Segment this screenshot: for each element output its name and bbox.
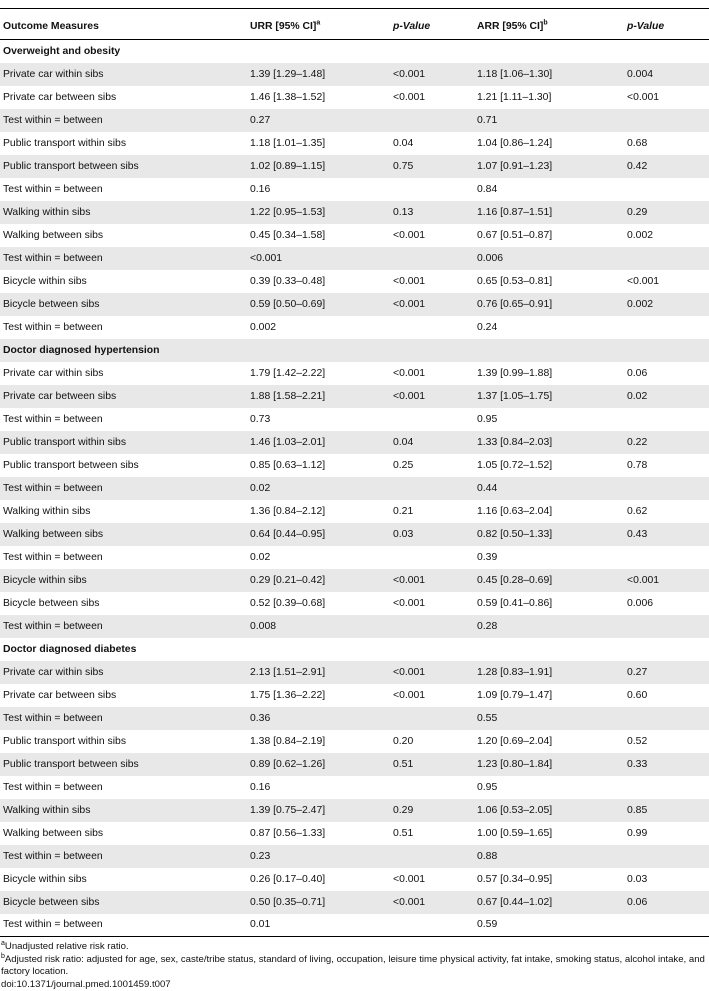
- table-cell-c3: 0.55: [474, 707, 624, 730]
- table-row: [0, 753, 709, 776]
- table-row: [0, 799, 709, 822]
- table-cell-c0: Test within = between: [0, 178, 247, 201]
- table-cell-c4: 0.03: [624, 868, 709, 891]
- table-cell-c4: 0.27: [624, 661, 709, 684]
- table-cell-c4: 0.42: [624, 155, 709, 178]
- table-cell-c0: Walking within sibs: [0, 500, 247, 523]
- table-cell-c1: 0.59 [0.50–0.69]: [247, 293, 390, 316]
- table-cell-c0: Walking between sibs: [0, 523, 247, 546]
- table-cell-c0: Test within = between: [0, 109, 247, 132]
- table-cell-c3: 1.33 [0.84–2.03]: [474, 431, 624, 454]
- table-cell-c1: 1.38 [0.84–2.19]: [247, 730, 390, 753]
- table-row: [0, 730, 709, 753]
- footnote-a: $^a$Unadjusted relative risk ratio.: [1, 941, 709, 954]
- table-cell-c3: 0.65 [0.53–0.81]: [474, 270, 624, 293]
- table-cell-c1: 0.008: [247, 615, 390, 638]
- table-cell-c2: [390, 408, 474, 431]
- table-cell-c0: Test within = between: [0, 845, 247, 868]
- table-cell-c2: 0.20: [390, 730, 474, 753]
- table-cell-c0: Walking between sibs: [0, 224, 247, 247]
- table-cell-c0: Test within = between: [0, 408, 247, 431]
- table-cell-c2: <0.001: [390, 86, 474, 109]
- table-cell-c1: 1.75 [1.36–2.22]: [247, 684, 390, 707]
- table-cell-c2: [390, 776, 474, 799]
- table-cell-c4: 0.85: [624, 799, 709, 822]
- table-cell-c0: Test within = between: [0, 546, 247, 569]
- table-row: [0, 891, 709, 914]
- table-cell-c3: 1.20 [0.69–2.04]: [474, 730, 624, 753]
- table-cell-c3: 1.18 [1.06–1.30]: [474, 63, 624, 86]
- table-cell-c1: 1.22 [0.95–1.53]: [247, 201, 390, 224]
- table-row: [0, 316, 709, 339]
- table-cell-c4: [624, 707, 709, 730]
- footnote-mark-b: b: [543, 19, 547, 26]
- header-arr: ARR [95% CI]$^b$: [474, 9, 624, 40]
- header-urr: URR [95% CI]$^a$: [247, 9, 390, 40]
- table-cell-c1: 0.87 [0.56–1.33]: [247, 822, 390, 845]
- table-cell-c0: Private car within sibs: [0, 362, 247, 385]
- section-title: Doctor diagnosed diabetes: [0, 638, 709, 661]
- table-cell-c4: [624, 477, 709, 500]
- table-cell-c0: Bicycle within sibs: [0, 868, 247, 891]
- footnote-b: $^b$Adjusted risk ratio: adjusted for age, sex, caste/tribe status, standard of living, occupation, leisure time physical activity, fat intake, smoking status, alcohol intake, and factory location.: [1, 954, 709, 979]
- table-row: [0, 454, 709, 477]
- table-cell-c0: Public transport between sibs: [0, 454, 247, 477]
- table-cell-c2: 0.75: [390, 155, 474, 178]
- table-cell-c2: [390, 109, 474, 132]
- table-row: [0, 592, 709, 615]
- table-row: [0, 684, 709, 707]
- table-cell-c1: 1.39 [0.75–2.47]: [247, 799, 390, 822]
- table-cell-c3: 1.23 [0.80–1.84]: [474, 753, 624, 776]
- table-cell-c3: 0.67 [0.51–0.87]: [474, 224, 624, 247]
- table-cell-c4: 0.004: [624, 63, 709, 86]
- table-cell-c1: 0.64 [0.44–0.95]: [247, 523, 390, 546]
- table-row: [0, 132, 709, 155]
- table-cell-c1: 0.01: [247, 914, 390, 937]
- table-cell-c4: [624, 109, 709, 132]
- table-cell-c2: <0.001: [390, 63, 474, 86]
- table-cell-c3: 0.24: [474, 316, 624, 339]
- table-cell-c1: 1.46 [1.03–2.01]: [247, 431, 390, 454]
- table-cell-c3: 1.21 [1.11–1.30]: [474, 86, 624, 109]
- table-cell-c0: Bicycle between sibs: [0, 592, 247, 615]
- table-cell-c3: 1.05 [0.72–1.52]: [474, 454, 624, 477]
- table-row: [0, 569, 709, 592]
- table-cell-c4: [624, 316, 709, 339]
- table-cell-c1: 0.85 [0.63–1.12]: [247, 454, 390, 477]
- table-cell-c2: 0.51: [390, 822, 474, 845]
- table-cell-c3: 1.16 [0.87–1.51]: [474, 201, 624, 224]
- table-cell-c2: <0.001: [390, 891, 474, 914]
- table-cell-c4: [624, 776, 709, 799]
- table-cell-c4: [624, 914, 709, 937]
- table-cell-c4: [624, 845, 709, 868]
- table-cell-c0: Public transport within sibs: [0, 431, 247, 454]
- table-cell-c4: 0.006: [624, 592, 709, 615]
- table-cell-c0: Private car within sibs: [0, 661, 247, 684]
- table-cell-c1: 0.26 [0.17–0.40]: [247, 868, 390, 891]
- table-footnotes: [0, 937, 709, 991]
- table-cell-c3: 0.28: [474, 615, 624, 638]
- table-row: [0, 293, 709, 316]
- table-cell-c2: 0.25: [390, 454, 474, 477]
- table-row: [0, 914, 709, 937]
- table-cell-c3: 0.88: [474, 845, 624, 868]
- table-cell-c0: Test within = between: [0, 914, 247, 937]
- table-cell-c4: [624, 178, 709, 201]
- table-cell-c4: 0.33: [624, 753, 709, 776]
- table-cell-c1: <0.001: [247, 247, 390, 270]
- table-cell-c3: 1.37 [1.05–1.75]: [474, 385, 624, 408]
- table-cell-c0: Test within = between: [0, 776, 247, 799]
- table-cell-c2: [390, 914, 474, 937]
- table-cell-c4: [624, 546, 709, 569]
- table-cell-c0: Private car between sibs: [0, 385, 247, 408]
- table-row: [0, 707, 709, 730]
- table-row: [0, 615, 709, 638]
- table-cell-c0: Bicycle between sibs: [0, 293, 247, 316]
- table-row: [0, 822, 709, 845]
- table-cell-c3: 1.06 [0.53–2.05]: [474, 799, 624, 822]
- results-table: [0, 8, 709, 937]
- table-cell-c2: 0.13: [390, 201, 474, 224]
- table-row: [0, 362, 709, 385]
- table-cell-c2: 0.04: [390, 132, 474, 155]
- table-cell-c3: 1.39 [0.99–1.88]: [474, 362, 624, 385]
- table-cell-c4: 0.22: [624, 431, 709, 454]
- table-cell-c3: 1.04 [0.86–1.24]: [474, 132, 624, 155]
- footnote-mark-a: a: [316, 19, 320, 26]
- table-cell-c3: 0.44: [474, 477, 624, 500]
- table-cell-c2: <0.001: [390, 224, 474, 247]
- table-row: [0, 431, 709, 454]
- section-header-row: [0, 339, 709, 362]
- table-cell-c2: 0.04: [390, 431, 474, 454]
- table-body: [0, 40, 709, 937]
- table-cell-c4: 0.06: [624, 362, 709, 385]
- table-cell-c2: 0.29: [390, 799, 474, 822]
- table-cell-c3: 0.006: [474, 247, 624, 270]
- table-cell-c1: 0.16: [247, 776, 390, 799]
- table-cell-c3: 0.84: [474, 178, 624, 201]
- table-cell-c3: 0.57 [0.34–0.95]: [474, 868, 624, 891]
- table-cell-c1: 1.36 [0.84–2.12]: [247, 500, 390, 523]
- table-row: [0, 477, 709, 500]
- table-cell-c1: 0.73: [247, 408, 390, 431]
- table-cell-c1: 1.39 [1.29–1.48]: [247, 63, 390, 86]
- table-cell-c2: <0.001: [390, 684, 474, 707]
- table-cell-c3: 1.28 [0.83–1.91]: [474, 661, 624, 684]
- table-cell-c0: Test within = between: [0, 615, 247, 638]
- table-cell-c1: 0.29 [0.21–0.42]: [247, 569, 390, 592]
- table-cell-c1: 2.13 [1.51–2.91]: [247, 661, 390, 684]
- table-cell-c1: 0.52 [0.39–0.68]: [247, 592, 390, 615]
- table-cell-c1: 0.50 [0.35–0.71]: [247, 891, 390, 914]
- table-cell-c2: [390, 316, 474, 339]
- table-cell-c4: 0.78: [624, 454, 709, 477]
- table-cell-c4: 0.60: [624, 684, 709, 707]
- table-row: [0, 845, 709, 868]
- table-cell-c2: [390, 845, 474, 868]
- table-cell-c0: Test within = between: [0, 316, 247, 339]
- table-cell-c0: Test within = between: [0, 477, 247, 500]
- table-cell-c1: 0.16: [247, 178, 390, 201]
- table-cell-c1: 0.02: [247, 546, 390, 569]
- table-cell-c3: 0.59 [0.41–0.86]: [474, 592, 624, 615]
- header-p-value-adjusted: p-Value: [624, 9, 709, 40]
- section-header-row: [0, 40, 709, 63]
- table-cell-c4: [624, 615, 709, 638]
- table-cell-c4: [624, 408, 709, 431]
- table-cell-c2: [390, 707, 474, 730]
- table-row: [0, 661, 709, 684]
- table-row: [0, 270, 709, 293]
- table-cell-c2: <0.001: [390, 270, 474, 293]
- table-row: [0, 247, 709, 270]
- table-cell-c2: <0.001: [390, 362, 474, 385]
- table-cell-c3: 1.07 [0.91–1.23]: [474, 155, 624, 178]
- table-row: [0, 546, 709, 569]
- table-row: [0, 86, 709, 109]
- table-cell-c2: <0.001: [390, 569, 474, 592]
- table-cell-c1: 0.02: [247, 477, 390, 500]
- table-cell-c0: Private car between sibs: [0, 86, 247, 109]
- table-cell-c4: 0.002: [624, 293, 709, 316]
- table-cell-c3: 0.59: [474, 914, 624, 937]
- table-cell-c3: 1.16 [0.63–2.04]: [474, 500, 624, 523]
- table-row: [0, 408, 709, 431]
- table-cell-c1: 0.89 [0.62–1.26]: [247, 753, 390, 776]
- table-cell-c0: Private car between sibs: [0, 684, 247, 707]
- table-cell-c4: <0.001: [624, 86, 709, 109]
- table-row: [0, 224, 709, 247]
- table-cell-c2: <0.001: [390, 293, 474, 316]
- table-cell-c3: 0.95: [474, 408, 624, 431]
- table-cell-c3: 1.09 [0.79–1.47]: [474, 684, 624, 707]
- section-title: Overweight and obesity: [0, 40, 709, 63]
- table-cell-c1: 0.27: [247, 109, 390, 132]
- table-cell-c1: 1.18 [1.01–1.35]: [247, 132, 390, 155]
- table-row: [0, 500, 709, 523]
- table-cell-c4: 0.68: [624, 132, 709, 155]
- table-cell-c2: [390, 477, 474, 500]
- table-row: [0, 178, 709, 201]
- table-cell-c3: 1.00 [0.59–1.65]: [474, 822, 624, 845]
- table-cell-c4: 0.52: [624, 730, 709, 753]
- table-row: [0, 385, 709, 408]
- table-cell-c4: 0.06: [624, 891, 709, 914]
- table-cell-c2: 0.03: [390, 523, 474, 546]
- table-cell-c2: [390, 615, 474, 638]
- table-cell-c1: 0.002: [247, 316, 390, 339]
- table-cell-c2: <0.001: [390, 592, 474, 615]
- table-cell-c2: [390, 178, 474, 201]
- table-cell-c1: 0.39 [0.33–0.48]: [247, 270, 390, 293]
- table-cell-c2: [390, 546, 474, 569]
- table-header-row: [0, 9, 709, 40]
- table-cell-c0: Walking between sibs: [0, 822, 247, 845]
- table-cell-c3: 0.95: [474, 776, 624, 799]
- table-cell-c0: Public transport within sibs: [0, 730, 247, 753]
- table-row: [0, 201, 709, 224]
- table-row: [0, 155, 709, 178]
- table-cell-c2: <0.001: [390, 385, 474, 408]
- table-cell-c1: 1.02 [0.89–1.15]: [247, 155, 390, 178]
- table-cell-c1: 1.79 [1.42–2.22]: [247, 362, 390, 385]
- table-row: [0, 776, 709, 799]
- table-cell-c3: 0.82 [0.50–1.33]: [474, 523, 624, 546]
- table-row: [0, 523, 709, 546]
- table-cell-c1: 0.23: [247, 845, 390, 868]
- table-cell-c2: [390, 247, 474, 270]
- table-cell-c4: [624, 247, 709, 270]
- table-cell-c2: <0.001: [390, 868, 474, 891]
- table-cell-c3: 0.45 [0.28–0.69]: [474, 569, 624, 592]
- table-cell-c0: Walking within sibs: [0, 201, 247, 224]
- table-cell-c4: <0.001: [624, 270, 709, 293]
- table-cell-c3: 0.76 [0.65–0.91]: [474, 293, 624, 316]
- table-cell-c1: 0.45 [0.34–1.58]: [247, 224, 390, 247]
- table-row: [0, 63, 709, 86]
- table-cell-c0: Bicycle within sibs: [0, 569, 247, 592]
- table-cell-c1: 0.36: [247, 707, 390, 730]
- table-cell-c3: 0.39: [474, 546, 624, 569]
- table-cell-c4: 0.29: [624, 201, 709, 224]
- table-cell-c2: 0.51: [390, 753, 474, 776]
- table-cell-c4: <0.001: [624, 569, 709, 592]
- table-row: [0, 868, 709, 891]
- table-cell-c1: 1.46 [1.38–1.52]: [247, 86, 390, 109]
- table-cell-c1: 1.88 [1.58–2.21]: [247, 385, 390, 408]
- table-cell-c0: Private car within sibs: [0, 63, 247, 86]
- header-outcome-measures: Outcome Measures: [0, 9, 247, 40]
- section-header-row: [0, 638, 709, 661]
- table-cell-c2: 0.21: [390, 500, 474, 523]
- header-p-value-unadjusted: p-Value: [390, 9, 474, 40]
- table-cell-c0: Test within = between: [0, 247, 247, 270]
- table-row: [0, 109, 709, 132]
- table-cell-c0: Bicycle between sibs: [0, 891, 247, 914]
- table-cell-c0: Bicycle within sibs: [0, 270, 247, 293]
- table-cell-c4: 0.02: [624, 385, 709, 408]
- table-cell-c3: 0.71: [474, 109, 624, 132]
- table-cell-c0: Public transport between sibs: [0, 155, 247, 178]
- table-cell-c4: 0.99: [624, 822, 709, 845]
- table-cell-c3: 0.67 [0.44–1.02]: [474, 891, 624, 914]
- doi-text: doi:10.1371/journal.pmed.1001459.t007: [1, 979, 709, 991]
- table-cell-c4: 0.43: [624, 523, 709, 546]
- table-cell-c0: Public transport within sibs: [0, 132, 247, 155]
- table-cell-c0: Test within = between: [0, 707, 247, 730]
- table-cell-c4: 0.002: [624, 224, 709, 247]
- section-title: Doctor diagnosed hypertension: [0, 339, 709, 362]
- table-cell-c0: Public transport between sibs: [0, 753, 247, 776]
- table-cell-c2: <0.001: [390, 661, 474, 684]
- table-cell-c0: Walking within sibs: [0, 799, 247, 822]
- table-cell-c4: 0.62: [624, 500, 709, 523]
